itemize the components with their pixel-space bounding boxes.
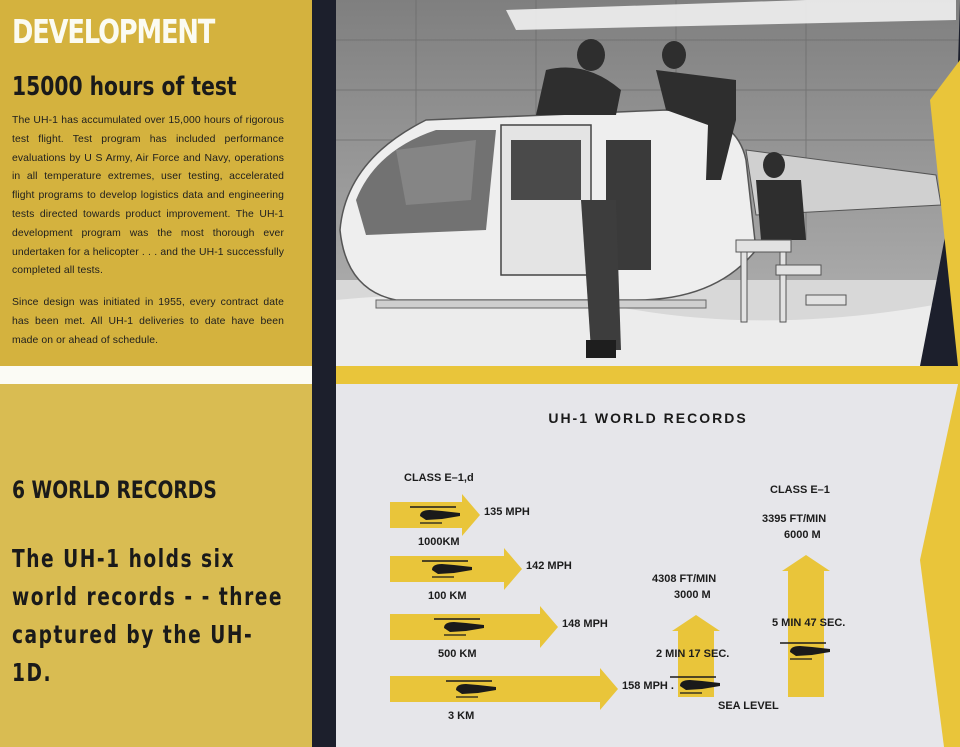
climb-rate-label: 3395 FT/MIN [762, 513, 827, 525]
speed-bar [390, 494, 480, 536]
baseline-label: SEA LEVEL [718, 700, 779, 712]
climb-altitude-label: 6000 M [784, 529, 821, 541]
climb-rate-label: 4308 FT/MIN [652, 573, 717, 585]
speed-bar [390, 548, 522, 590]
climb-altitude-label: 3000 M [674, 589, 711, 601]
class-climb-label: CLASS E–1 [770, 484, 830, 496]
distance-label: 1000KM [418, 536, 460, 548]
section-subheading: 15000 hours of test [12, 72, 237, 102]
speed-value-label: 158 MPH . [622, 680, 674, 692]
records-heading: 6 WORLD RECORDS [12, 476, 217, 504]
climb-time-label: 5 MIN 47 SEC. [772, 617, 846, 629]
section-heading: DEVELOPMENT [12, 12, 215, 51]
speed-value-label: 142 MPH [526, 560, 572, 572]
development-paragraph-2: Since design was initiated in 1955, every contract date has been met. All UH-1 deliveries to date have been made on or ahead of schedule. [12, 297, 284, 346]
records-body: The UH-1 holds six world records - - three captured by the UH-1D. [12, 544, 284, 687]
speed-bar [390, 668, 618, 710]
class-speed-label: CLASS E–1,d [404, 472, 474, 484]
climb-time-label: 2 MIN 17 SEC. [656, 648, 730, 660]
speed-bar [390, 606, 558, 648]
distance-label: 100 KM [428, 590, 467, 602]
distance-label: 3 KM [448, 710, 475, 722]
speed-value-label: 135 MPH [484, 506, 530, 518]
chart-title: UH-1 WORLD RECORDS [548, 410, 748, 426]
distance-label: 500 KM [438, 648, 477, 660]
development-paragraph-1: The UH-1 has accumulated over 15,000 hours of rigorous test flight. Test program has included performance evaluations by U S Army, Air Force and Navy, operations in all temperature extremes, user testing, accelerated flight programs to develop logistics data and engineering tests directed towards product improvement. The UH-1 development program was the most thorough ever undertaken for a helicopter . . . and the UH-1 successfully completed all tests. [12, 115, 284, 277]
speed-value-label: 148 MPH [562, 618, 608, 630]
